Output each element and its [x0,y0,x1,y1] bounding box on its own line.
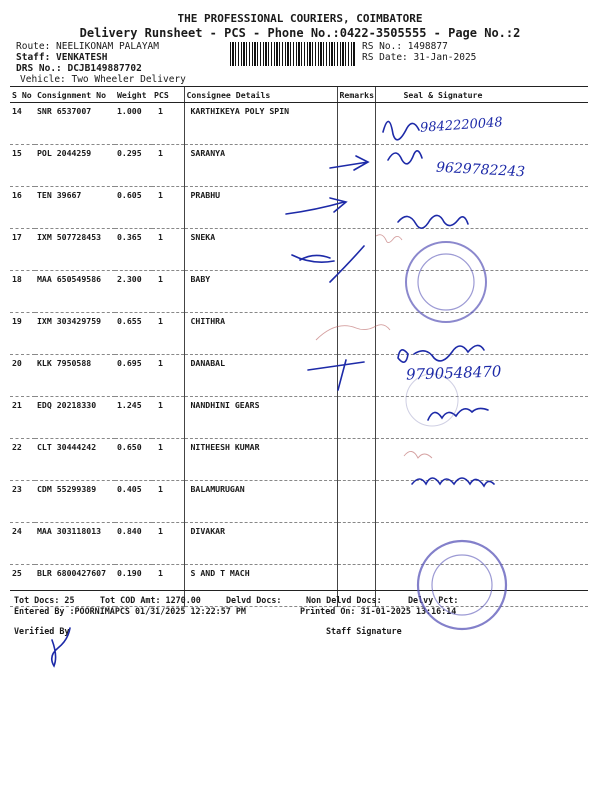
cell-consignment: KLK 7950588 [35,355,115,397]
handwritten-phone-row15: 9629782243 [435,159,526,181]
slash-row18 [330,246,364,282]
cell-consignee: DIVAKAR [184,523,337,565]
cell-weight: 0.695 [115,355,152,397]
cell-weight: 0.605 [115,187,152,229]
rs-number: RS No.: 1498877 [362,41,448,52]
cell-consignment: IXM 303429759 [35,313,115,355]
verified-by-signature [52,628,70,666]
signature-scribble-row20 [398,345,484,362]
faint-mark-row17 [376,235,402,243]
cell-consignee: BABY [184,271,337,313]
company-seal-row25 [418,541,506,629]
company-seal-inner [418,254,474,310]
runsheet-subtitle: Delivery Runsheet - PCS - Phone No.:0422-3505555 - Page No.:2 [79,26,521,40]
col-consignment: Consignment No [35,87,115,103]
cell-weight: 0.840 [115,523,152,565]
signature-scribble-row23 [412,478,494,486]
faint-mark-row19 [316,325,390,340]
cell-sno: 24 [10,523,35,565]
cell-consignee: S AND T MACH [184,565,337,607]
scribble-row17 [292,255,334,262]
handwritten-phone-row14: 9842220048 [419,115,504,136]
cell-pcs: 1 [152,313,184,355]
cell-pcs: 1 [152,439,184,481]
arrow-row20 [308,360,364,390]
cell-sno: 14 [10,103,35,145]
entered-by: Entered By :POORNIMAPCS 01/31/2025 12:22:57 PM [14,606,246,616]
col-remarks: Remarks [337,87,375,103]
cell-consignment: POL 2044259 [35,145,115,187]
cell-pcs: 1 [152,145,184,187]
cell-weight: 1.000 [115,103,152,145]
cell-consignee: NANDHINI GEARS [184,397,337,439]
signature-scribble-row16 [398,215,468,228]
col-sno: S No [10,87,35,103]
delivered-docs: Delvd Docs: [226,595,282,605]
signature-scribble-row21 [428,408,488,420]
cell-pcs: 1 [152,565,184,607]
cell-consignment: MAA 650549586 [35,271,115,313]
cell-pcs: 1 [152,187,184,229]
cell-weight: 0.405 [115,481,152,523]
cell-weight: 0.650 [115,439,152,481]
cell-consignment: BLR 6800427607 [35,565,115,607]
cell-consignee: BALAMURUGAN [184,481,337,523]
cell-sno: 20 [10,355,35,397]
cell-consignee: CHITHRA [184,313,337,355]
total-docs: Tot Docs: 25 [14,595,75,605]
cell-consignee: SARANYA [184,145,337,187]
cell-consignee: KARTHIKEYA POLY SPIN [184,103,337,145]
cell-pcs: 1 [152,229,184,271]
cell-consignee: DANABAL [184,355,337,397]
cell-pcs: 1 [152,271,184,313]
cell-sno: 17 [10,229,35,271]
total-cod-amount: Tot COD Amt: 1270.00 [100,595,201,605]
cell-sno: 22 [10,439,35,481]
cell-sno: 21 [10,397,35,439]
col-consignee: Consignee Details [184,87,337,103]
staff-signature-label: Staff Signature [326,626,402,636]
arrow-row15 [330,156,368,170]
delivery-pct: Delvy Pct: [408,595,459,605]
handwritten-phone-row20: 9790548470 [405,362,502,384]
cell-sno: 15 [10,145,35,187]
cell-sno: 19 [10,313,35,355]
cell-consignment: CDM 55299389 [35,481,115,523]
non-delivered-docs: Non Delvd Docs: [306,595,382,605]
cell-consignee: NITHEESH KUMAR [184,439,337,481]
cell-pcs: 1 [152,397,184,439]
cell-weight: 0.365 [115,229,152,271]
cell-sno: 18 [10,271,35,313]
company-seal-row25-inner [432,555,492,615]
cell-weight: 0.655 [115,313,152,355]
cell-sno: 16 [10,187,35,229]
signature-scribble-row15 [388,151,422,164]
cell-pcs: 1 [152,523,184,565]
staff-label: Staff: VENKATESH [16,52,108,63]
cell-consignment: EDQ 20218330 [35,397,115,439]
arrow-row16 [286,198,346,214]
printed-on: Printed On: 31-01-2025 13:16:14 [300,606,457,616]
cell-sno: 25 [10,565,35,607]
cell-weight: 2.300 [115,271,152,313]
cell-consignment: TEN 39667 [35,187,115,229]
cell-sno: 23 [10,481,35,523]
cell-weight: 0.190 [115,565,152,607]
cell-pcs: 1 [152,103,184,145]
drs-number: DRS No.: DCJB149887702 [16,63,142,74]
company-title: THE PROFESSIONAL COURIERS, COIMBATORE [177,12,423,25]
cell-consignment: SNR 6537007 [35,103,115,145]
faint-mark-row22 [404,451,432,458]
cell-consignment: CLT 30444242 [35,439,115,481]
cell-pcs: 1 [152,481,184,523]
rs-date: RS Date: 31-Jan-2025 [362,52,477,63]
col-pcs: PCS [152,87,184,103]
col-weight: Weight [115,87,152,103]
vehicle-label: Vehicle: Two Wheeler Delivery [20,74,186,85]
verified-by-label: Verified By [14,626,70,636]
cell-weight: 0.295 [115,145,152,187]
col-seal-signature: Seal & Signature [375,87,588,103]
cell-consignment: MAA 303118013 [35,523,115,565]
route-label: Route: NEELIKONAM PALAYAM [16,41,159,52]
signature-scribble-row14 [383,121,419,139]
cell-consignee: PRABHU [184,187,337,229]
cell-pcs: 1 [152,355,184,397]
cell-weight: 1.245 [115,397,152,439]
cell-consignment: IXM 507728453 [35,229,115,271]
cell-consignee: SNEKA [184,229,337,271]
